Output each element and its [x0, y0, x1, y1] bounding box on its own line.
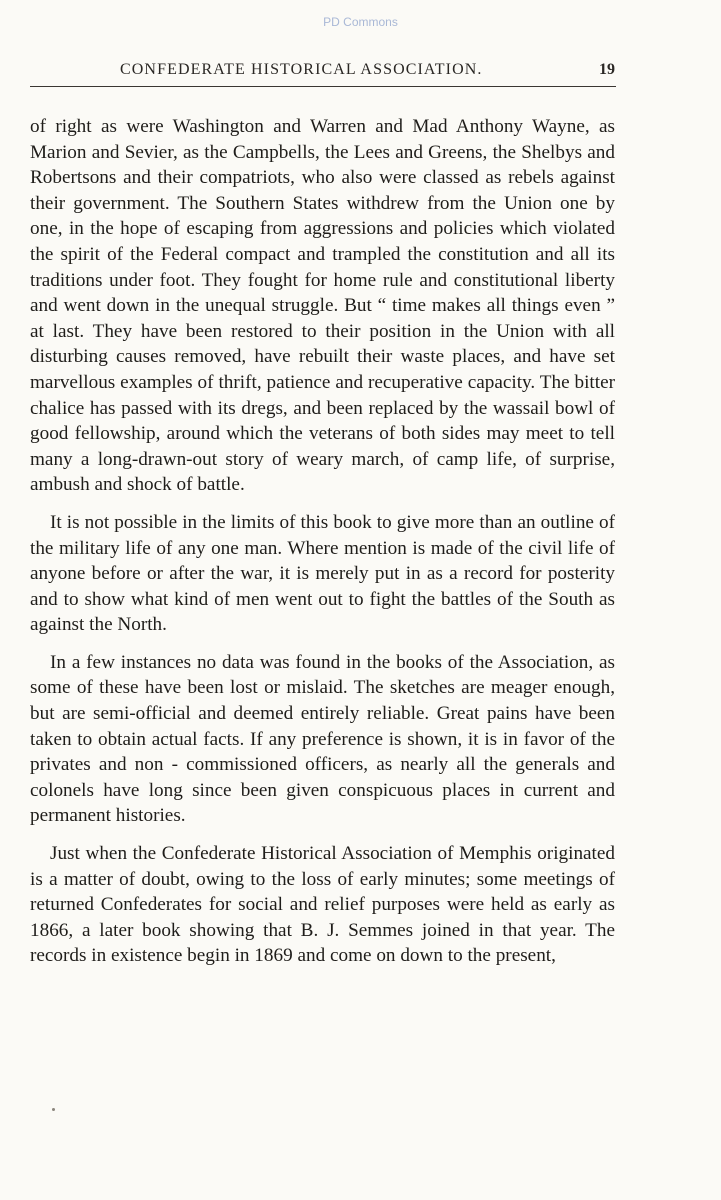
watermark: PD Commons [323, 15, 398, 29]
paragraph-continued: of right as were Washington and Warren and Mad Anthony Wayne, as Marion and Sevier, as the Campbells, the Lees and Greens, the Shelbys and Robertsons and their compatriots, who also were classed as rebels against their government. The Southern States withdrew from the Union one by one, in the hope of escaping from aggressions and policies which violated the spirit of the Federal compact and trampled the constitution and all its traditions under foot. They fought for home rule and constitutional liberty and went down in the unequal struggle. But “ time makes all things even ” at last. They have been restored to their position in the Union with all disturbing causes removed, have rebuilt their waste places, and have set marvellous examples of thrift, patience and recuperative capacity. The bitter chalice has passed with its dregs, and been replaced by the wassail bowl of good fellowship, around which the veterans of both sides may meet to tell many a long-drawn-out story of weary march, of camp life, of surprise, ambush and shock of battle. [30, 116, 615, 496]
stray-ink-mark [52, 1108, 55, 1111]
paragraph-association-origin: Just when the Confederate Historical Association of Memphis originated is a matter of doubt, owing to the loss of early minutes; some meetings of returned Confederates for social and relief purposes were held as early as 1866, a later book showing that B. J. Semmes joined in that year. The records in existence begin in 1869 and come on down to the present, [30, 843, 615, 967]
header-rule [30, 86, 616, 87]
paragraph-limits-of-book: It is not possible in the limits of this book to give more than an outline of the military life of any one man. Where mention is made of the civil life of anyone before or after the war, it is merely put in as a record for posterity and to show what kind of men went out to fight the battles of the South as against the North. [30, 511, 615, 636]
running-title: CONFEDERATE HISTORICAL ASSOCIATION. [120, 61, 483, 78]
page-number: 19 [599, 61, 615, 78]
paragraph-data-sources: In a few instances no data was found in the books of the Association, as some of these have been lost or mislaid. The sketches are meager enough, but are semi-official and deemed entirely reliable. Great pains have been taken to obtain actual facts. If any preference is shown, it is in favor of the privates and non - commissioned officers, as nearly all the generals and colonels have long since been given conspicuous places in current and permanent histories. [30, 651, 615, 827]
running-head [30, 61, 615, 85]
body-text [30, 114, 615, 981]
